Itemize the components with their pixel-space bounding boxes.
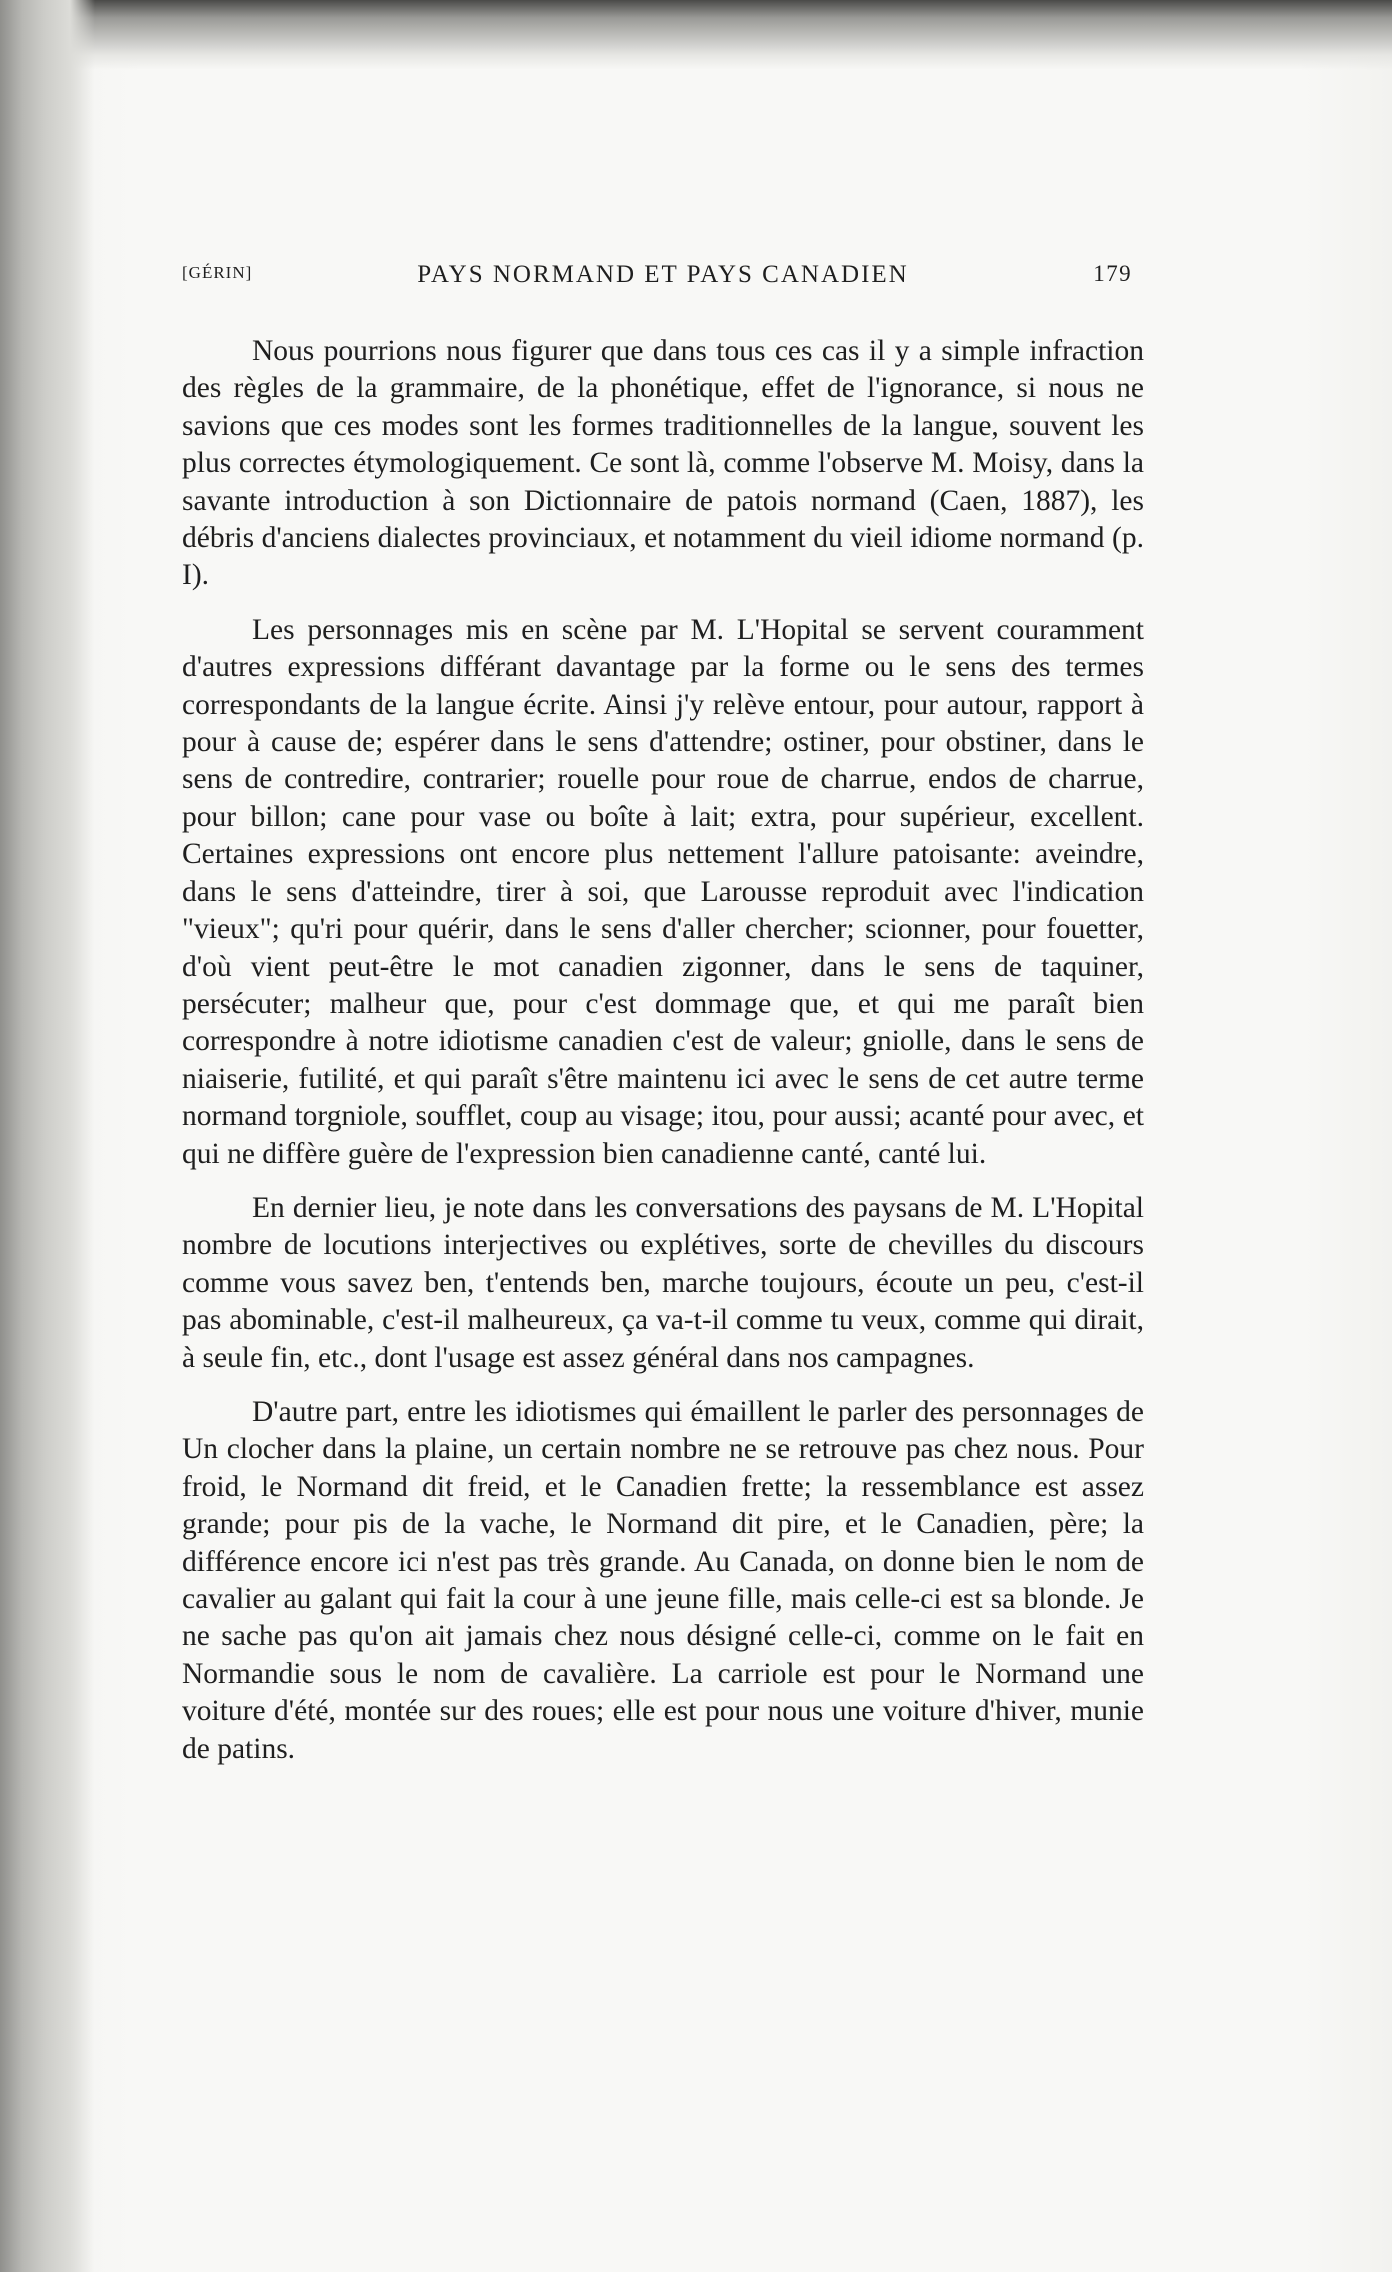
paragraph: Les personnages mis en scène par M. L'Hopital se servent couramment d'autres expressions différant davantage par la forme ou le sens des termes correspondants de la langue écrite. Ainsi j'y relève entour, pour autour, rapport à pour à cause de; espérer dans le sens d'attendre; ostiner, pour obstiner, dans le sens de contredire, contrarier; rouelle pour roue de charrue, endos de charrue, pour billon; cane pour vase ou boîte à lait; extra, pour supérieur, excellent. Certaines expressions ont encore plus nettement l'allure patoisante: aveindre, dans le sens d'atteindre, tirer à soi, que Larousse reproduit avec l'indication "vieux"; qu'ri pour quérir, dans le sens d'aller chercher; scionner, pour fouetter, d'où vient peut-être le mot canadien zigonner, dans le sens de taquiner, persécuter; malheur que, pour c'est dommage que, et qui me paraît bien correspondre à notre idiotisme canadien c'est de valeur; gniolle, dans le sens de niaiserie, futilité, et qui paraît s'être maintenu ici avec le sens de cet autre terme normand torgniole, soufflet, coup au visage; itou, pour aussi; acanté pour avec, et qui ne diffère guère de l'expression bien canadienne canté, canté lui. — [182, 613, 1144, 1170]
book-spine-shadow — [0, 0, 95, 2272]
running-head-title: PAYS NORMAND ET PAYS CANADIEN — [417, 261, 909, 288]
paragraph: D'autre part, entre les idiotismes qui émaillent le parler des personnages de Un clocher dans la plaine, un certain nombre ne se retrouve pas chez nous. Pour froid, le Normand dit freid, et le Canadien frette; la ressemblance est assez grande; pour pis de la vache, le Normand dit pire, et le Canadien, père; la différence encore ici n'est pas très grande. Au Canada, on donne bien le nom de cavalier au galant qui fait la cour à une jeune fille, mais celle-ci est sa blonde. Je ne sache pas qu'on ait jamais chez nous désigné celle-ci, comme on le fait en Normandie sous le nom de cavalière. La carriole est pour le Normand une voiture d'été, montée sur des roues; elle est pour nous une voiture d'hiver, munie de patins. — [182, 1395, 1144, 1765]
paragraph: En dernier lieu, je note dans les conversations des paysans de M. L'Hopital nombre de locutions interjectives ou explétives, sorte de chevilles du discours comme vous savez ben, t'entends ben, marche toujours, écoute un peu, c'est-il pas abominable, c'est-il malheureux, ça va-t-il comme tu veux, comme qui dirait, à seule fin, etc., dont l'usage est assez général dans nos campagnes. — [182, 1191, 1144, 1374]
book-page — [182, 255, 1144, 1785]
scan-top-shadow — [0, 0, 1392, 70]
running-head — [182, 255, 1144, 295]
running-head-author: [GÉRIN] — [182, 263, 253, 282]
paragraph: Nous pourrions nous figurer que dans tous ces cas il y a simple infraction des règles de la grammaire, de la phonétique, effet de l'ignorance, si nous ne savions que ces modes sont les formes traditionnelles de la langue, souvent les plus correctes étymologiquement. Ce sont là, comme l'observe M. Moisy, dans la savante introduction à son Dictionnaire de patois normand (Caen, 1887), les débris d'anciens dialectes provinciaux, et notamment du vieil idiome normand (p. I). — [182, 335, 1144, 592]
page-number: 179 — [1093, 261, 1132, 286]
body-text — [182, 333, 1144, 1768]
